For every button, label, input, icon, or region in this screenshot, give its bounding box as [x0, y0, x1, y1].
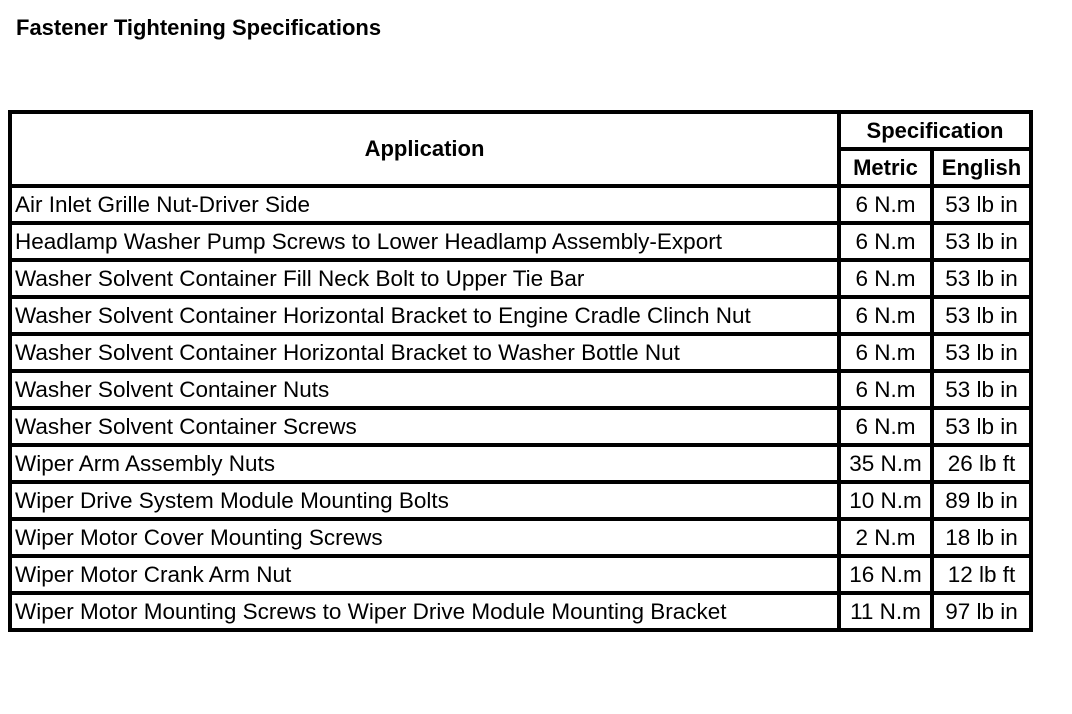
application-column-header: Application: [10, 112, 839, 186]
table-row: [10, 445, 1031, 482]
english-value-cell: 53 lb in: [932, 408, 1031, 445]
metric-value-cell: 6 N.m: [839, 223, 932, 260]
application-cell: Washer Solvent Container Screws: [10, 408, 839, 445]
english-value-cell: 53 lb in: [932, 297, 1031, 334]
table-row: [10, 519, 1031, 556]
metric-value-cell: 35 N.m: [839, 445, 932, 482]
metric-value-cell: 6 N.m: [839, 260, 932, 297]
english-value-cell: 18 lb in: [932, 519, 1031, 556]
table-row: [10, 593, 1031, 630]
metric-value-cell: 10 N.m: [839, 482, 932, 519]
application-cell: Headlamp Washer Pump Screws to Lower Headlamp Assembly-Export: [10, 223, 839, 260]
metric-column-header: Metric: [839, 149, 932, 186]
specification-column-header: Specification: [839, 112, 1031, 149]
application-cell: Wiper Arm Assembly Nuts: [10, 445, 839, 482]
metric-value-cell: 6 N.m: [839, 334, 932, 371]
table-row: [10, 371, 1031, 408]
english-value-cell: 53 lb in: [932, 371, 1031, 408]
english-value-cell: 97 lb in: [932, 593, 1031, 630]
application-cell: Washer Solvent Container Fill Neck Bolt to Upper Tie Bar: [10, 260, 839, 297]
table-header: [10, 112, 1031, 186]
table-row: [10, 223, 1031, 260]
table-row: [10, 297, 1031, 334]
english-value-cell: 53 lb in: [932, 334, 1031, 371]
metric-value-cell: 6 N.m: [839, 186, 932, 223]
table-row: [10, 186, 1031, 223]
table-row: [10, 260, 1031, 297]
table-body: [10, 186, 1031, 630]
metric-value-cell: 6 N.m: [839, 297, 932, 334]
table-row: [10, 334, 1031, 371]
metric-value-cell: 6 N.m: [839, 408, 932, 445]
application-cell: Wiper Motor Crank Arm Nut: [10, 556, 839, 593]
metric-value-cell: 16 N.m: [839, 556, 932, 593]
english-value-cell: 26 lb ft: [932, 445, 1031, 482]
table-row: [10, 408, 1031, 445]
application-cell: Washer Solvent Container Horizontal Bracket to Engine Cradle Clinch Nut: [10, 297, 839, 334]
page-title: Fastener Tightening Specifications: [16, 15, 382, 40]
table-row: [10, 482, 1031, 519]
english-column-header: English: [932, 149, 1031, 186]
metric-value-cell: 2 N.m: [839, 519, 932, 556]
english-value-cell: 53 lb in: [932, 186, 1031, 223]
application-cell: Washer Solvent Container Nuts: [10, 371, 839, 408]
english-value-cell: 12 lb ft: [932, 556, 1031, 593]
application-cell: Wiper Motor Cover Mounting Screws: [10, 519, 839, 556]
application-cell: Wiper Drive System Module Mounting Bolts: [10, 482, 839, 519]
table-row: [10, 556, 1031, 593]
application-cell: Air Inlet Grille Nut-Driver Side: [10, 186, 839, 223]
application-cell: Wiper Motor Mounting Screws to Wiper Drive Module Mounting Bracket: [10, 593, 839, 630]
metric-value-cell: 11 N.m: [839, 593, 932, 630]
metric-value-cell: 6 N.m: [839, 371, 932, 408]
application-cell: Washer Solvent Container Horizontal Bracket to Washer Bottle Nut: [10, 334, 839, 371]
english-value-cell: 53 lb in: [932, 260, 1031, 297]
english-value-cell: 89 lb in: [932, 482, 1031, 519]
fastener-spec-table: [8, 110, 1033, 632]
english-value-cell: 53 lb in: [932, 223, 1031, 260]
